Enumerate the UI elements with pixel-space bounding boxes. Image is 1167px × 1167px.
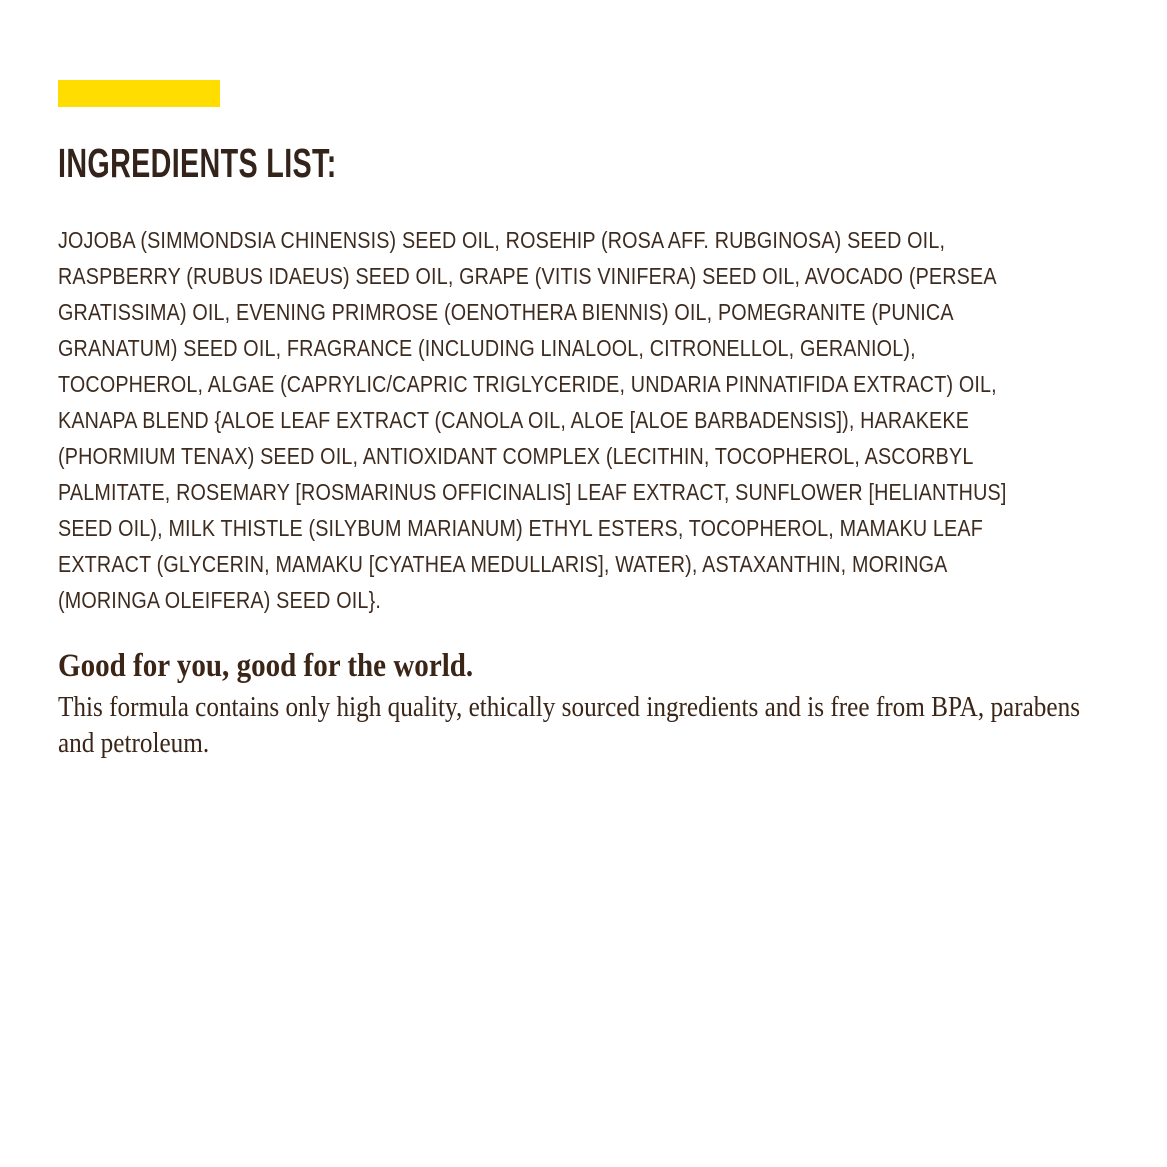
ingredients-line: PALMITATE, ROSEMARY [ROSMARINUS OFFICINALIS] LEAF EXTRACT, SUNFLOWER [HELIANTHUS]: [58, 479, 1007, 505]
ingredients-line: JOJOBA (SIMMONDSIA CHINENSIS) SEED OIL, ROSEHIP (ROSA AFF. RUBGINOSA) SEED OIL,: [58, 227, 946, 253]
ingredients-line: (PHORMIUM TENAX) SEED OIL, ANTIOXIDANT COMPLEX (LECITHIN, TOCOPHEROL, ASCORBYL: [58, 443, 974, 469]
footer-paragraph: This formula contains only high quality, ethically sourced ingredients and is free from BPA, parabens and petroleum.: [58, 692, 1081, 759]
ingredients-heading: INGREDIENTS LIST:: [58, 140, 337, 186]
accent-bar: [58, 80, 220, 107]
ingredients-line: SEED OIL), MILK THISTLE (SILYBUM MARIANUM) ETHYL ESTERS, TOCOPHEROL, MAMAKU LEAF: [58, 515, 983, 541]
ingredients-line: RASPBERRY (RUBUS IDAEUS) SEED OIL, GRAPE (VITIS VINIFERA) SEED OIL, AVOCADO (PERSEA: [58, 263, 997, 289]
ingredients-line: (MORINGA OLEIFERA) SEED OIL}.: [58, 587, 381, 613]
ingredients-list: [58, 222, 1167, 618]
ingredients-line: GRATISSIMA) OIL, EVENING PRIMROSE (OENOTHERA BIENNIS) OIL, POMEGRANITE (PUNICA: [58, 299, 954, 325]
ingredients-line: GRANATUM) SEED OIL, FRAGRANCE (INCLUDING LINALOOL, CITRONELLOL, GERANIOL),: [58, 335, 916, 361]
tagline-heading: Good for you, good for the world.: [58, 648, 474, 684]
ingredients-line: EXTRACT (GLYCERIN, MAMAKU [CYATHEA MEDULLARIS], WATER), ASTAXANTHIN, MORINGA: [58, 551, 948, 577]
ingredients-line: KANAPA BLEND {ALOE LEAF EXTRACT (CANOLA OIL, ALOE [ALOE BARBADENSIS]), HARAKEKE: [58, 407, 970, 433]
ingredients-line: TOCOPHEROL, ALGAE (CAPRYLIC/CAPRIC TRIGLYCERIDE, UNDARIA PINNATIFIDA EXTRACT) OIL,: [58, 371, 997, 397]
